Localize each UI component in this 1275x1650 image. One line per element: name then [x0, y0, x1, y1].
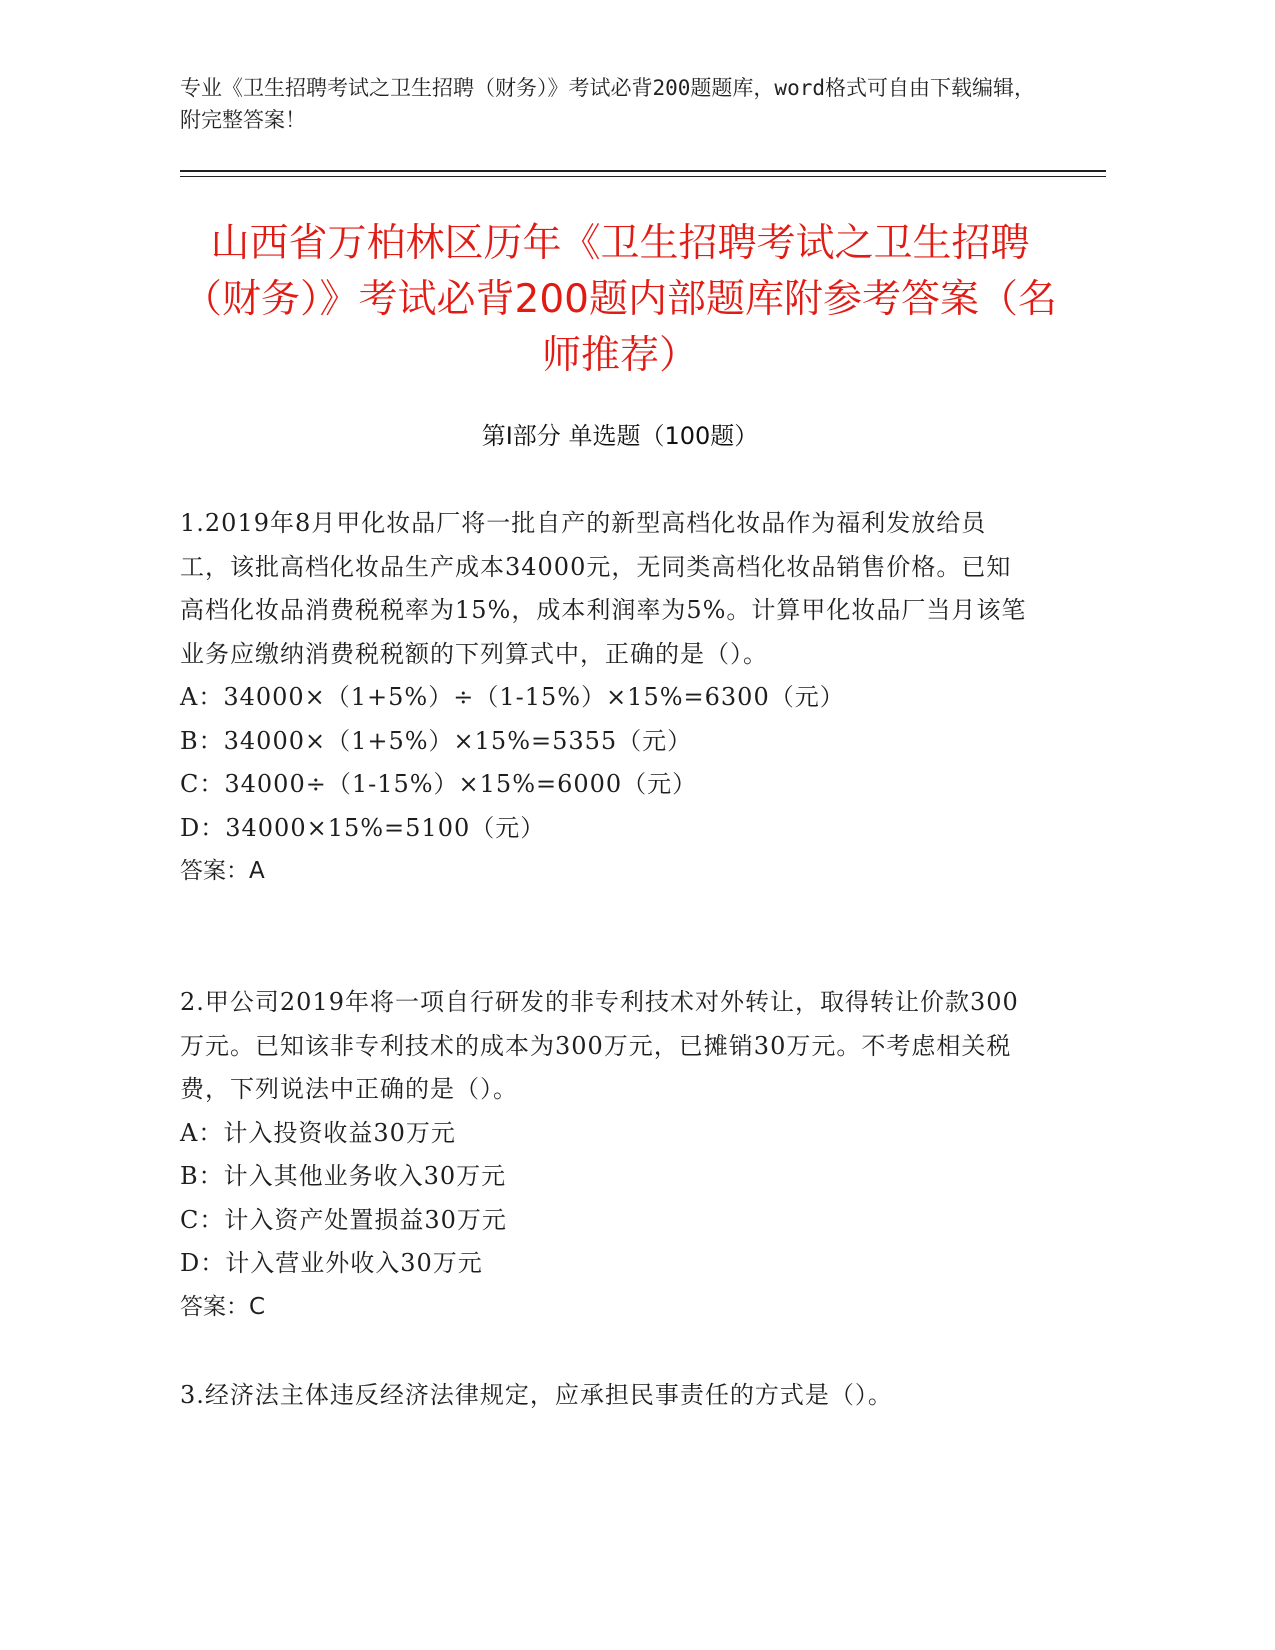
question-1	[180, 502, 1030, 894]
option-d: D：计入营业外收入30万元	[180, 1249, 483, 1277]
header-note: 专业《卫生招聘考试之卫生招聘（财务）》考试必背200题题库，word格式可自由下载编辑，附完整答案！	[180, 76, 1035, 132]
option-d: D：34000×15%=5100（元）	[180, 813, 546, 842]
option-b: B：34000×（1+5%）×15%=5355（元）	[180, 726, 693, 755]
option-b: B：计入其他业务收入30万元	[180, 1162, 507, 1190]
question-2	[180, 981, 1030, 1329]
question-stem: 3.经济法主体违反经济法律规定，应承担民事责任的方式是（）。	[180, 1381, 893, 1409]
section-title: 第Ⅰ部分 单选题（100题）	[481, 422, 759, 450]
document-title: 山西省万柏林区历年《卫生招聘考试之卫生招聘（财务）》考试必背200题内部题库附参考答案（名师推荐）	[183, 221, 1057, 378]
answer: 答案：A	[180, 858, 265, 884]
question-stem: 1.2019年8月甲化妆品厂将一批自产的新型高档化妆品作为福利发放给员工，该批高档化妆品生产成本34000元，无同类高档化妆品销售价格。已知高档化妆品消费税税率为15%，成本利润率为5%。计算甲化妆品厂当月该笔业务应缴纳消费税税额的下列算式中，正确的是（）。	[180, 509, 1027, 668]
header-rule-thick	[180, 170, 1106, 172]
question-3	[180, 1374, 1030, 1418]
option-c: C：计入资产处置损益30万元	[180, 1205, 507, 1234]
question-stem: 2.甲公司2019年将一项自行研发的非专利技术对外转让，取得转让价款300万元。已知该非专利技术的成本为300万元，已摊销30万元。不考虑相关税费，下列说法中正确的是（）。	[180, 988, 1019, 1103]
option-a: A：34000×（1+5%）÷（1-15%）×15%=6300（元）	[180, 683, 845, 711]
option-c: C：34000÷（1-15%）×15%=6000（元）	[180, 770, 698, 798]
header-rule-thin	[180, 176, 1106, 177]
option-a: A：计入投资收益30万元	[180, 1118, 456, 1147]
answer: 答案：C	[180, 1293, 266, 1320]
